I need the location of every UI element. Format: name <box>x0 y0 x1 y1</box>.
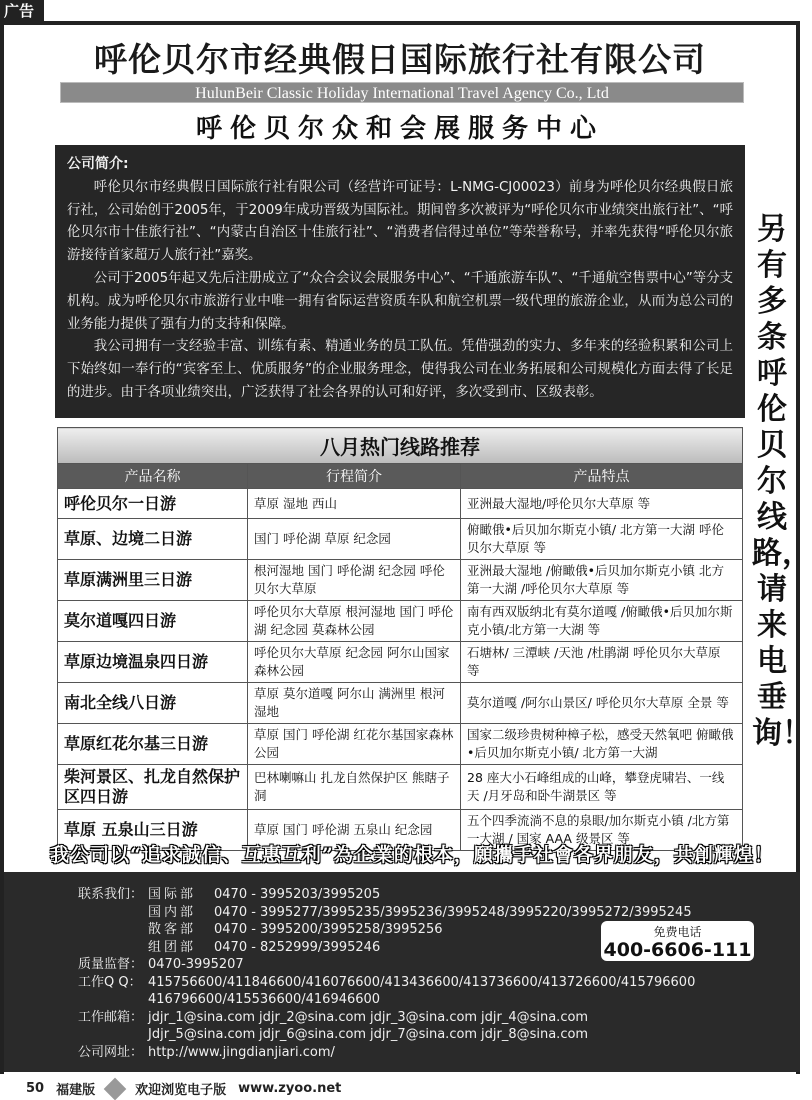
page-number: 50 <box>26 1081 45 1096</box>
route-itinerary: 国门 呼伦湖 草原 纪念园 <box>248 519 461 560</box>
route-itinerary: 根河湿地 国门 呼伦湖 纪念园 呼伦贝尔大草原 <box>248 560 461 601</box>
route-features: 亚洲最大湿地/呼伦贝尔大草原 等 <box>461 489 743 519</box>
route-name: 莫尔道嘎四日游 <box>58 601 248 642</box>
site-link[interactable]: www.zyoo.net <box>238 1081 342 1096</box>
company-title: 呼伦贝尔市经典假日国际旅行社有限公司 <box>94 40 706 79</box>
route-itinerary: 呼伦贝尔大草原 纪念园 阿尔山国家森林公园 <box>248 642 461 683</box>
email-link[interactable]: Jdjr_5@sina.com <box>148 1027 256 1042</box>
email-label: 工作邮箱： <box>78 1009 144 1025</box>
col-header: 行程简介 <box>248 464 461 489</box>
route-row <box>58 683 743 724</box>
logo-diamond-icon <box>104 1077 127 1100</box>
route-name: 草原满洲里三日游 <box>58 560 248 601</box>
department-phone: 0470 - 3995203/3995205 <box>214 887 381 902</box>
page-footer <box>26 1079 341 1098</box>
route-itinerary: 草原 湿地 西山 <box>248 489 461 519</box>
route-name: 柴河景区、扎龙自然保护区四日游 <box>58 765 248 810</box>
routes-title: 八月热门线路推荐 <box>58 428 743 464</box>
route-itinerary: 草原 国门 呼伦湖 红花尔基国家森林公园 <box>248 724 461 765</box>
qq-list: 416796600/415536600/416946600 <box>148 992 381 1007</box>
email-link[interactable]: jdjr_8@sina.com <box>481 1027 589 1042</box>
intro-paragraph: 我公司拥有一支经验丰富、训练有素、精通业务的员工队伍。凭借强劲的实力、多年来的经验积累和公司上下始终如一奉行的“宾客至上、优质服务”的企业服务理念，使得我公司在业务拓展和公司规模化方面去得了长足的进步。由于各项业绩突出，广泛获得了社会各界的认可和好评，多次受到市、区级表彰。 <box>67 339 733 400</box>
contact-label: 联系我们： <box>78 887 144 902</box>
qq-list: 415756600/411846600/416076600/413436600/413736600/413726600/415796600 <box>148 974 696 990</box>
route-row <box>58 560 743 601</box>
route-row <box>58 601 743 642</box>
route-features: 俯瞰俄•后贝加尔斯克小镇/ 北方第一大湖 呼伦贝尔大草原 等 <box>461 519 743 560</box>
edition: 福建版 <box>56 1083 96 1098</box>
web-label: 公司网址： <box>78 1044 144 1060</box>
contact-label <box>78 939 148 957</box>
contact-block <box>4 872 800 1072</box>
free-phone-number: 400-6606-111 <box>603 939 752 961</box>
route-itinerary: 草原 莫尔道嘎 阿尔山 满洲里 根河湿地 <box>248 683 461 724</box>
route-features: 石塘林/ 三潭峡 /天池 /杜鹃湖 呼伦贝尔大草原 等 <box>461 642 743 683</box>
route-row <box>58 519 743 560</box>
intro-paragraph: 公司于2005年起又先后注册成立了“众合会议会展服务中心”、“千通旅游车队”、“千通航空售票中心”等分支机构。成为呼伦贝尔市旅游行业中唯一拥有省际运营资质车队和航空机票一级代理的旅游企业，从而为总公司的业务能力提供了强有力的支持和保障。 <box>67 270 733 332</box>
route-features: 国家二级珍贵树种樟子松，感受天然氧吧 俯瞰俄•后贝加尔斯克小镇/ 北方第一大湖 <box>461 724 743 765</box>
department-name: 国内部 <box>148 904 197 920</box>
route-name: 草原边境温泉四日游 <box>58 642 248 683</box>
col-header: 产品名称 <box>58 464 248 489</box>
department-phone: 0470 - 3995200/3995258/3995256 <box>214 922 443 937</box>
email-link[interactable]: jdjr_4@sina.com <box>481 1009 589 1025</box>
route-features: 亚洲最大湿地 /俯瞰俄•后贝加尔斯克小镇 北方第一大湖 /呼伦贝尔大草原 等 <box>461 560 743 601</box>
department-phone: 0470 - 3995277/3995235/3995236/3995248/3995220/3995272/3995245 <box>214 904 692 920</box>
welcome-text: 欢迎浏览电子版 <box>135 1083 227 1098</box>
free-phone-box <box>601 921 754 961</box>
email-link[interactable]: jdjr_3@sina.com <box>370 1009 478 1025</box>
route-name: 草原 五泉山三日游 <box>58 810 248 851</box>
email-link[interactable]: jdjr_2@sina.com <box>259 1009 367 1025</box>
route-itinerary: 草原 国门 呼伦湖 五泉山 纪念园 <box>248 810 461 851</box>
quality-phone: 0470-3995207 <box>148 957 244 972</box>
company-title-en: HulunBeir Classic Holiday International Travel Agency Co., Ltd <box>60 82 744 103</box>
route-row <box>58 642 743 683</box>
route-name: 呼伦贝尔一日游 <box>58 489 248 519</box>
free-phone-label: 免费电话 <box>653 925 702 939</box>
quality-label: 质量监督： <box>78 957 144 972</box>
route-row <box>58 489 743 519</box>
route-features: 五个四季流淌不息的泉眼/加尔斯克小镇 /北方第一大湖 / 国家 AAA 级景区 等 <box>461 810 743 851</box>
contact-label <box>78 904 148 922</box>
email-link[interactable]: jdjr_6@sina.com <box>259 1027 367 1042</box>
ad-tag: 广告 <box>0 0 44 22</box>
route-itinerary: 巴林喇嘛山 扎龙自然保护区 熊瞎子洞 <box>248 765 461 810</box>
route-name: 草原红花尔基三日游 <box>58 724 248 765</box>
subtitle: 呼伦贝尔众和会展服务中心 <box>195 114 604 144</box>
intro-paragraph: 呼伦贝尔市经典假日国际旅行社有限公司（经营许可证号：L-NMG-CJ00023）前身为呼伦贝尔经典假日旅行社，公司始创于2005年，于2009年成功晋级为国际社。期间曾多次被评为“呼伦贝尔市业绩突出旅行社”、“呼伦贝尔市十佳旅行社”、“内蒙古自治区十佳旅行社”、“消费者信得过单位”等荣誉称号，并率先获得“呼伦贝尔旅游接待首家超万人旅行社”嘉奖。 <box>67 179 733 264</box>
routes-table <box>57 427 743 851</box>
website-link[interactable]: http://www.jingdianjiari.com/ <box>148 1044 335 1060</box>
route-name: 草原、边境二日游 <box>58 519 248 560</box>
slogan: 我公司以“追求誠信、互惠互利”為企業的根本，願攜手社會各界朋友，共創輝煌！ <box>50 844 774 866</box>
route-name: 南北全线八日游 <box>58 683 248 724</box>
qq-label: 工作Q Q： <box>78 974 142 990</box>
route-row <box>58 765 743 810</box>
col-header: 产品特点 <box>461 464 743 489</box>
route-features: 南有西双版纳北有莫尔道嘎 /俯瞰俄•后贝加尔斯克小镇/北方第一大湖 等 <box>461 601 743 642</box>
email-link[interactable]: jdjr_1@sina.com <box>148 1009 256 1025</box>
department-name: 散客部 <box>148 922 197 937</box>
intro-heading: 公司简介: <box>67 156 129 172</box>
route-features: 莫尔道嘎 /阿尔山景区/ 呼伦贝尔大草原 全景 等 <box>461 683 743 724</box>
side-callout: 另有多条呼伦贝尔线路，请来电垂询！ <box>752 212 812 751</box>
company-intro <box>55 145 745 418</box>
route-features: 28 座大小石峰组成的山峰，攀登虎啸岩、一线天 /月牙岛和卧牛湖景区 等 <box>461 765 743 810</box>
department-name: 组团部 <box>148 939 197 955</box>
route-row <box>58 724 743 765</box>
contact-label <box>78 921 148 939</box>
department-name: 国际部 <box>148 887 197 902</box>
department-phone: 0470 - 8252999/3995246 <box>214 939 381 955</box>
route-itinerary: 呼伦贝尔大草原 根河湿地 国门 呼伦湖 纪念园 莫森林公园 <box>248 601 461 642</box>
email-link[interactable]: jdjr_7@sina.com <box>370 1027 478 1042</box>
